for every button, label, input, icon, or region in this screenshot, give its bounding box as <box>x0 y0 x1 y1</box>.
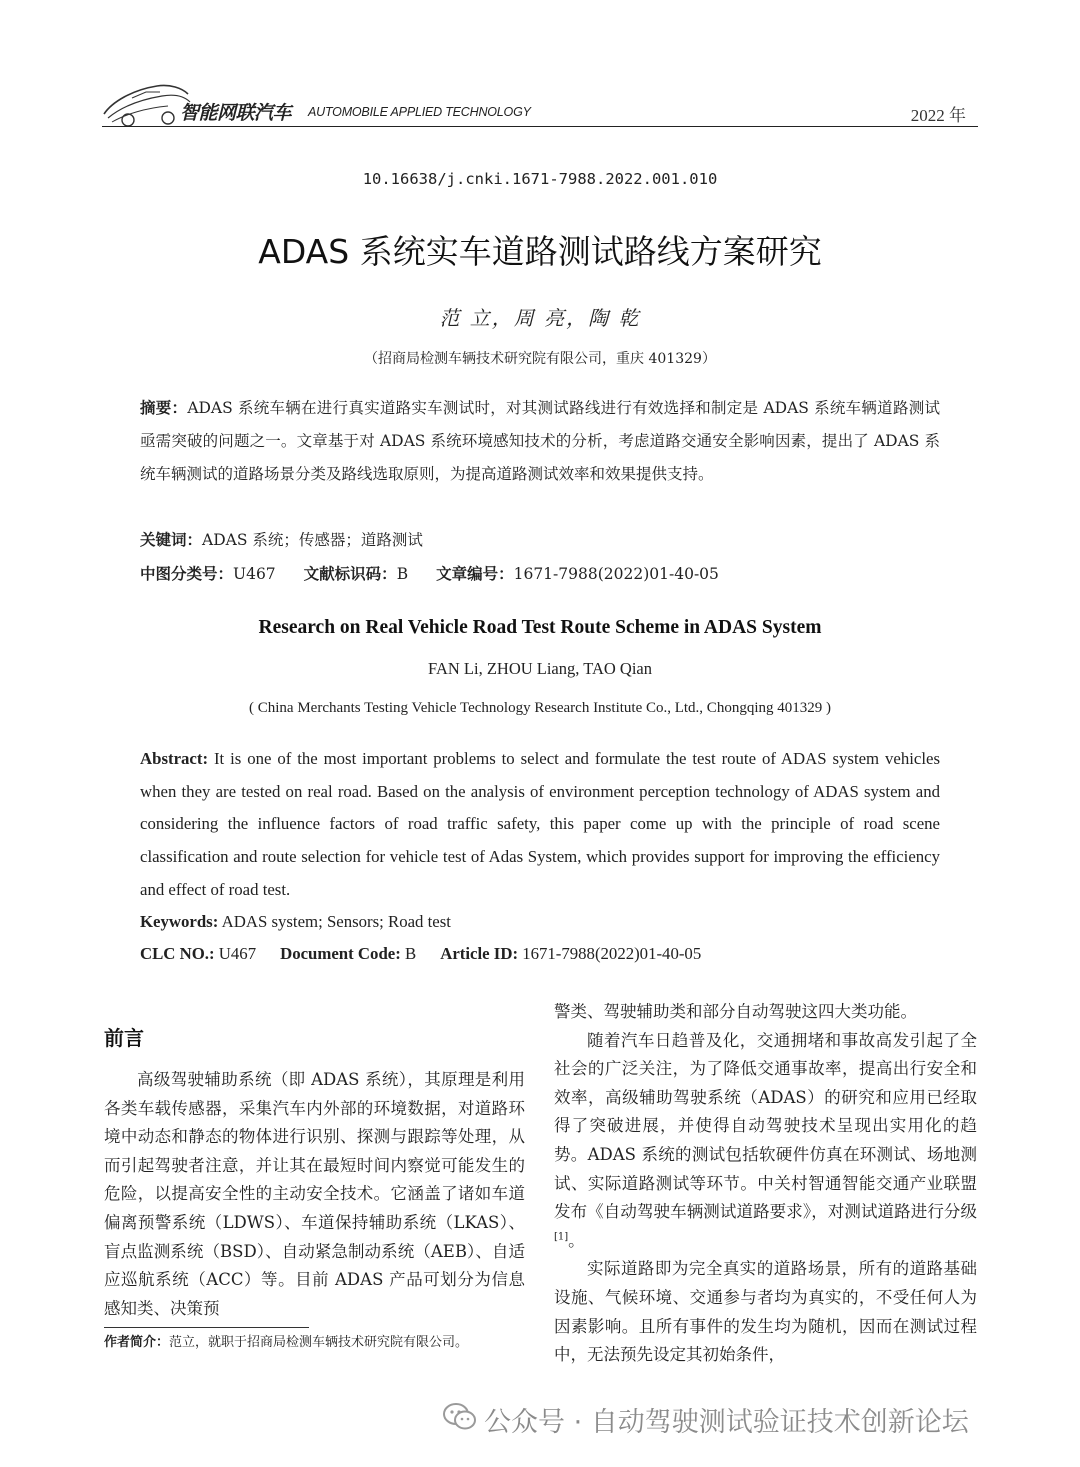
article-id-en-label: Article ID: <box>440 944 519 963</box>
car-logo-icon <box>102 72 192 130</box>
clc-en-label: CLC NO.: <box>140 944 215 963</box>
issue-year: 2022 年 <box>910 106 966 125</box>
footnote-label: 作者简介： <box>104 1335 170 1350</box>
clc-cn-value: U467 <box>233 565 276 583</box>
abstract-en <box>140 743 940 907</box>
author-footnote <box>104 1331 468 1350</box>
doc-code-cn-value: B <box>396 565 409 583</box>
clc-cn-label: 中图分类号： <box>140 565 234 583</box>
authors-en: FAN Li, ZHOU Liang, TAO Qian <box>428 659 652 678</box>
doc-code-cn-label: 文献标识码： <box>303 565 397 583</box>
wechat-icon <box>443 1402 477 1432</box>
abstract-en-text: It is one of the most important problems to select and formulate the test route of ADAS system vehicles when they are tested on real road. Based on the analysis of environment perception technology of ADAS system and considering the influence factors of road traffic safety, this paper come up with the principle of road scene classification and route selection for vehicle test of Adas System, which provides support for improving the efficiency and effect of road test. <box>140 749 940 899</box>
keywords-cn-text: ADAS 系统；传感器；道路测试 <box>202 531 423 549</box>
body-paragraph <box>554 1027 977 1256</box>
article-id-en-value: 1671-7988(2022)01-40-05 <box>522 944 702 963</box>
doi: 10.16638/j.cnki.1671-7988.2022.001.010 <box>362 170 718 188</box>
affiliation-en: ( China Merchants Testing Vehicle Technology Research Institute Co., Ltd., Chongqing 401329 ) <box>249 700 831 716</box>
article-id-cn-label: 文章编号： <box>436 565 514 583</box>
keywords-en <box>140 912 451 932</box>
body-left-column <box>104 1066 525 1323</box>
header-divider <box>102 126 978 127</box>
page-title-cn: ADAS 系统实车道路测试路线方案研究 <box>258 232 822 271</box>
journal-brand-cn: 智能网联汽车 <box>180 102 292 124</box>
citation-ref: [1] <box>554 1231 569 1243</box>
body-paragraph-continued: 警类、驾驶辅助类和部分自动驾驶这四大类功能。 <box>554 1002 917 1021</box>
doc-code-en-label: Document Code: <box>280 944 401 963</box>
classification-en <box>140 944 701 964</box>
body-paragraph: 实际道路即为完全真实的道路场景，所有的道路基础设施、气候环境、交通参与者均为真实的，不受任何人为因素影响。且所有事件的发生均为随机，因而在测试过程中，无法预先设定其初始条件， <box>554 1259 977 1365</box>
clc-en-value: U467 <box>218 944 257 963</box>
doc-code-en-value: B <box>405 944 417 963</box>
body-paragraph: 高级驾驶辅助系统（即 ADAS 系统），其原理是利用各类车载传感器，采集汽车内外部的环境数据，对道路环境中动态和静态的物体进行识别、探测与跟踪等处理，从而引起驾驶者注意，并让其在最短时间内察觉可能发生的危险，以提高安全性的主动安全技术。它涵盖了诸如车道偏离预警系统（LDWS）、车道保持辅助系统（LKAS）、盲点监测系统（BSD）、自动紧急制动系统（AEB）、自适应巡航系统（ACC）等。目前 ADAS 产品可划分为信息感知类、决策预 <box>104 1070 525 1318</box>
page-title-en: Research on Real Vehicle Road Test Route Scheme in ADAS System <box>258 617 822 638</box>
keywords-cn <box>140 528 423 550</box>
footnote-text: 范立，就职于招商局检测车辆技术研究院有限公司。 <box>169 1335 469 1350</box>
affiliation-cn: （招商局检测车辆技术研究院有限公司，重庆 401329） <box>364 351 716 367</box>
abstract-cn <box>140 392 940 491</box>
body-right-column <box>554 998 977 1370</box>
keywords-cn-label: 关键词： <box>140 531 203 549</box>
keywords-en-label: Keywords: <box>140 912 219 931</box>
watermark: 公众号 · 自动驾驶测试验证技术创新论坛 <box>484 1407 969 1438</box>
keywords-en-text: ADAS system; Sensors; Road test <box>221 912 451 931</box>
article-id-cn-value: 1671-7988(2022)01-40-05 <box>513 565 719 583</box>
authors-cn: 范 立，周 亮，陶 乾 <box>439 306 641 330</box>
classification-cn <box>140 562 719 584</box>
section-title-preface: 前言 <box>104 1026 144 1050</box>
journal-brand-en: AUTOMOBILE APPLIED TECHNOLOGY <box>308 105 531 119</box>
abstract-cn-text: ADAS 系统车辆在进行真实道路实车测试时，对其测试路线进行有效选择和制定是 ADAS 系统车辆道路测试亟需突破的问题之一。文章基于对 ADAS 系统环境感知技术的分析，考虑道路交通安全影响因素，提出了 ADAS 系统车辆测试的道路场景分类及路线选取原则，为提高道路测试效率和效果提供支持。 <box>140 399 940 483</box>
footnote-divider <box>104 1327 309 1328</box>
body-paragraph-text: 随着汽车日趋普及化，交通拥堵和事故高发引起了全社会的广泛关注，为了降低交通事故率，提高出行安全和效率，高级辅助驾驶系统（ADAS）的研究和应用已经取得了突破进展，并使得自动驾驶技术呈现出实用化的趋势。ADAS 系统的测试包括软硬件仿真在环测试、场地测试、实际道路测试等环节。中关村智通智能交通产业联盟发布《自动驾驶车辆测试道路要求》，对测试道路进行分级 <box>554 1030 977 1222</box>
abstract-cn-label: 摘要： <box>140 399 188 417</box>
body-paragraph-end: 。 <box>568 1230 585 1250</box>
abstract-en-label: Abstract: <box>140 749 209 768</box>
